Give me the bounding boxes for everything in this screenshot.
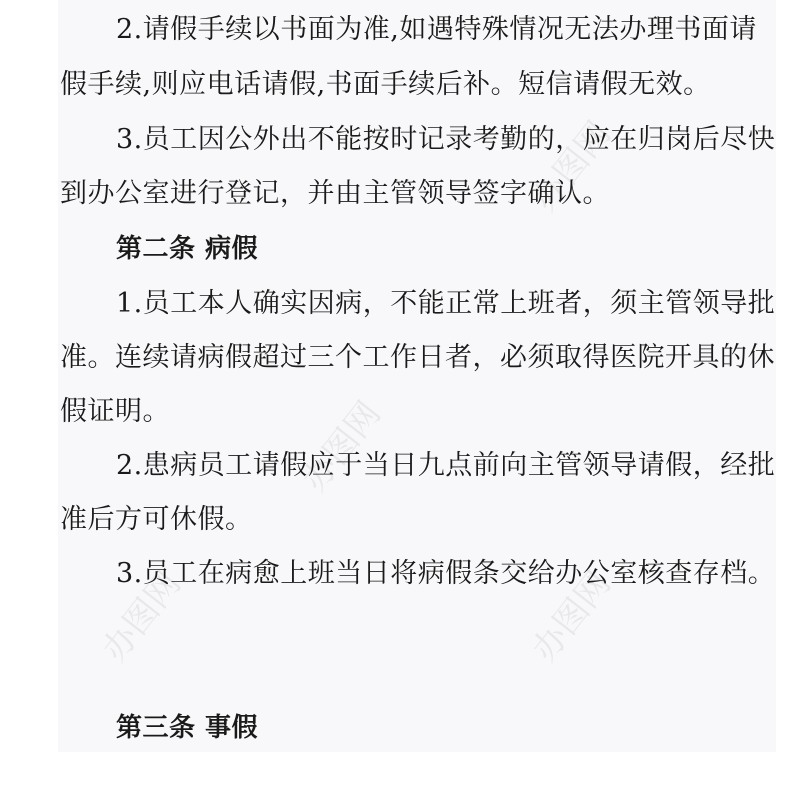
watermark-1: 办图网 <box>524 114 619 220</box>
clause2-item1-line2: 准。连续请病假超过三个工作日者，必须取得医院开具的休 <box>60 342 775 373</box>
document-page <box>58 0 776 752</box>
clause1-item3-line1: 3.员工因公外出不能按时记录考勤的，应在归岗后尽快 <box>116 124 776 155</box>
watermark-4: 办图网 <box>94 564 189 670</box>
clause2-heading: 第二条 病假 <box>116 234 259 264</box>
clause1-item2-line1: 2.请假手续以书面为准,如遇特殊情况无法办理书面请 <box>116 14 757 45</box>
watermark-2: 办图网 <box>294 394 389 500</box>
clause1-item3-line2: 到办公室进行登记，并由主管领导签字确认。 <box>60 178 610 209</box>
watermark-3: 办图网 <box>524 564 619 670</box>
clause2-item2-line2: 准后方可休假。 <box>60 504 253 535</box>
clause2-item1-line3: 假证明。 <box>60 396 170 427</box>
page-bottom-margin <box>0 752 800 800</box>
clause2-item3-line1: 3.员工在病愈上班当日将病假条交给办公室核查存档。 <box>116 558 776 589</box>
clause1-item2-line2: 假手续,则应电话请假,书面手续后补。短信请假无效。 <box>60 69 711 100</box>
clause2-item1-line1: 1.员工本人确实因病，不能正常上班者，须主管领导批 <box>116 288 776 319</box>
clause3-heading: 第三条 事假 <box>116 713 259 743</box>
clause2-item2-line1: 2.患病员工请假应于当日九点前向主管领导请假，经批 <box>116 450 776 481</box>
